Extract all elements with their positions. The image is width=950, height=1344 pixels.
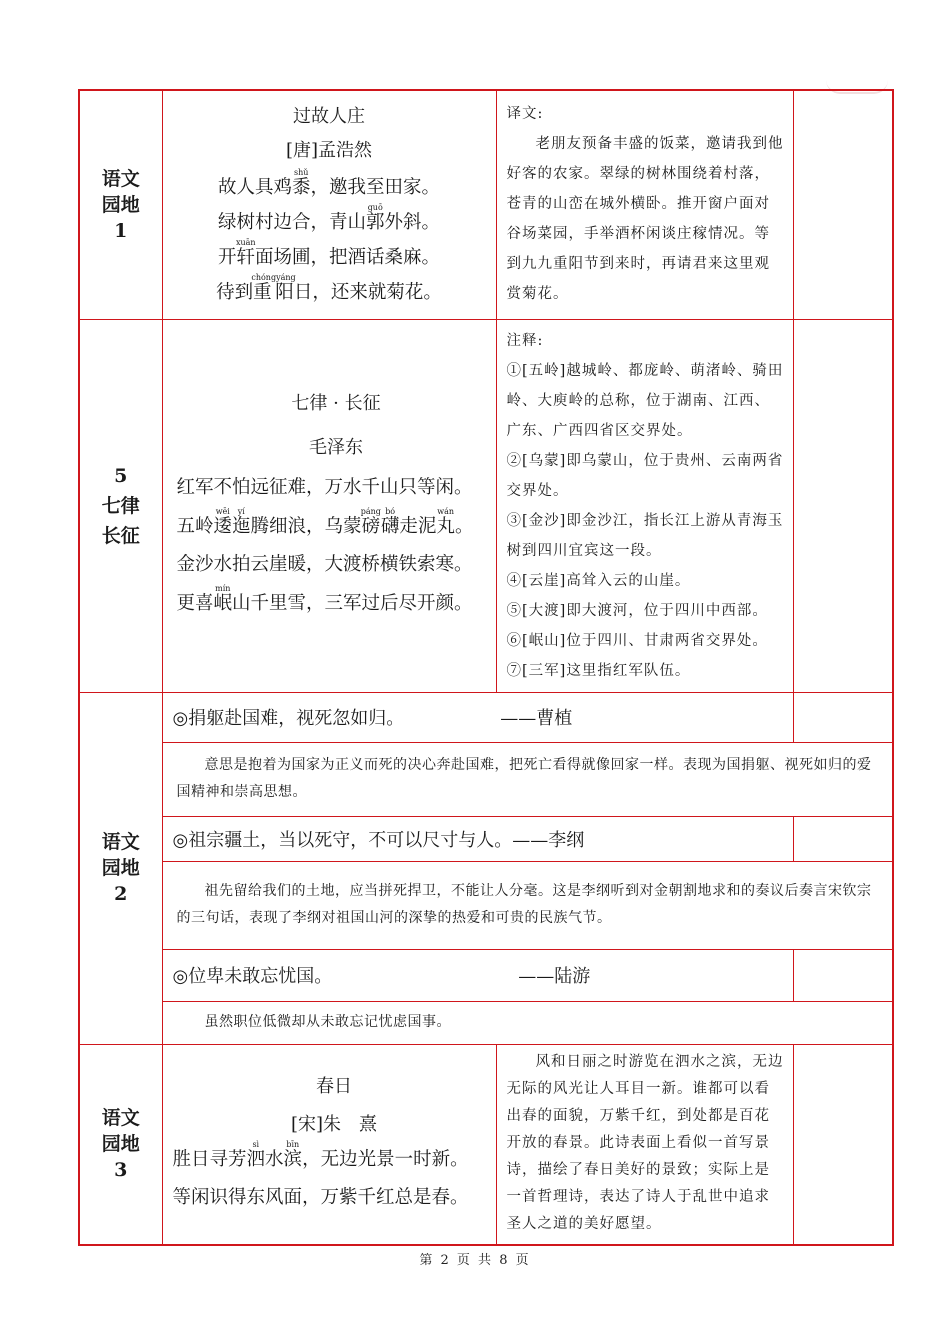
poem-explanation: 风和日丽之时游览在泗水之滨，无边无际的风光让人耳目一新。谁都可以看出春的面貌，万紫千红，到处都是百花开放的春景。此诗表面上看似一首写景诗，描绘了春日美好的景致；实际上是一首哲理诗，表达了诗人于乱世中追求圣人之道的美好愿望。 <box>506 1053 784 1232</box>
page-number: 第 2 页 共 8 页 <box>419 1253 531 1268</box>
explain-row <box>79 1001 893 1044</box>
lesson-table <box>78 89 894 1246</box>
quote-ligang: ◎祖宗疆土，当以死守，不可以尺寸与人。——李纲 <box>162 816 793 861</box>
section-label-4: 语文 园地 3 <box>79 1044 162 1245</box>
poem-line: 金沙水拍云崖暖，大渡桥横铁索寒。 <box>176 553 473 575</box>
quote-explanation: 虽然职位低微却从未敢忘记忧虑国事。 <box>162 1001 893 1044</box>
note-item: ④[云崖]高耸入云的山崖。 <box>506 572 691 589</box>
explain-row <box>79 861 893 949</box>
section-row-1 <box>79 90 893 319</box>
poem-author: [唐]孟浩然 <box>285 139 373 161</box>
blank-cell <box>793 949 893 1001</box>
poem-author: 毛泽东 <box>309 436 363 458</box>
quote-explanation: 祖先留给我们的土地，应当拼死捍卫，不能让人分毫。这是李纲听到对金朝割地求和的奏议后奏言宋钦宗的三句话，表现了李纲对祖国山河的深挚的热爱和可贵的民族气节。 <box>162 861 893 949</box>
poem-line: 胜日寻芳泗sì水滨bīn，无边光景一时新。 <box>172 1139 469 1170</box>
section-row-2 <box>79 319 893 692</box>
section-label-2: 5 七律 长征 <box>79 319 162 692</box>
poem-line: 待到重阳chóngyáng日，还来就菊花。 <box>216 272 442 303</box>
note-item: ①[五岭]越城岭、都庞岭、萌渚岭、骑田岭、大庾岭的总称，位于湖南、江西、广东、广西四省区交界处。 <box>506 362 784 439</box>
quote-row <box>79 692 893 742</box>
section-label-3: 语文 园地 2 <box>79 692 162 1044</box>
poem-line: 绿树村边合，青山郭guō外斜。 <box>217 202 441 233</box>
blank-cell <box>793 1044 893 1245</box>
poem-explanation-cell <box>496 1044 793 1245</box>
note-item: ⑤[大渡]即大渡河，位于四川中西部。 <box>506 602 768 619</box>
poem-guo-gu-ren-zhuang <box>162 90 496 319</box>
translation-text: 老朋友预备丰盛的饭菜，邀请我到他好客的农家。翠绿的树林围绕着村落，苍青的山峦在城外横卧。推开窗户面对谷场菜园，手举酒杯闲谈庄稼情况。等到九九重阳节到来时，再请君来这里观赏菊花。 <box>506 136 784 302</box>
poem-line: 红军不怕远征难，万水千山只等闲。 <box>176 476 473 498</box>
quote-luyou: ◎位卑未敢忘忧国。 ——陆游 <box>162 949 793 1001</box>
note-item: ⑦[三军]这里指红军队伍。 <box>506 662 691 679</box>
poem-line: 五岭逶wēi迤yí腾细浪，乌蒙磅páng礴bó走泥丸wán。 <box>176 506 474 537</box>
poem-changzheng <box>162 319 496 692</box>
quote-row <box>79 816 893 861</box>
explain-row <box>79 742 893 816</box>
quote-explanation: 意思是抱着为国家为正义而死的决心奔赴国难，把死亡看得就像回家一样。表现为国捐躯、视死如归的爱国精神和崇高思想。 <box>162 742 893 816</box>
poem-title: 七律 · 长征 <box>291 392 381 414</box>
poem-line: 开轩xuān面场圃，把酒话桑麻。 <box>217 237 441 268</box>
notes-title: 注释: <box>506 332 544 349</box>
quote-caozhi: ◎捐躯赴国难，视死忽如归。 ——曹植 <box>162 692 793 742</box>
section-row-4 <box>79 1044 893 1245</box>
note-item: ③[金沙]即金沙江，指长江上游从青海玉树到四川宜宾这一段。 <box>506 512 784 559</box>
quote-row <box>79 949 893 1001</box>
poem-author: [宋]朱 熹 <box>290 1113 378 1135</box>
blank-cell <box>793 692 893 742</box>
note-item: ⑥[岷山]位于四川、甘肃两省交界处。 <box>506 632 768 649</box>
blank-cell <box>793 319 893 692</box>
poem-line: 等闲识得东风面，万紫千红总是春。 <box>172 1186 469 1208</box>
poem-title: 过故人庄 <box>293 105 365 127</box>
notes-cell <box>496 319 793 692</box>
blank-cell <box>793 90 893 319</box>
translation-cell <box>496 90 793 319</box>
translation-title: 译文: <box>506 106 544 122</box>
poem-line: 更喜岷mín山千里雪，三军过后尽开颜。 <box>176 583 473 614</box>
poem-title: 春日 <box>316 1075 352 1097</box>
poem-chunri <box>162 1044 496 1245</box>
blank-cell <box>793 816 893 861</box>
note-item: ②[乌蒙]即乌蒙山，位于贵州、云南两省交界处。 <box>506 452 784 499</box>
section-label-1: 语文 园地 1 <box>79 90 162 319</box>
poem-line: 故人具鸡黍shǔ，邀我至田家。 <box>217 167 441 198</box>
